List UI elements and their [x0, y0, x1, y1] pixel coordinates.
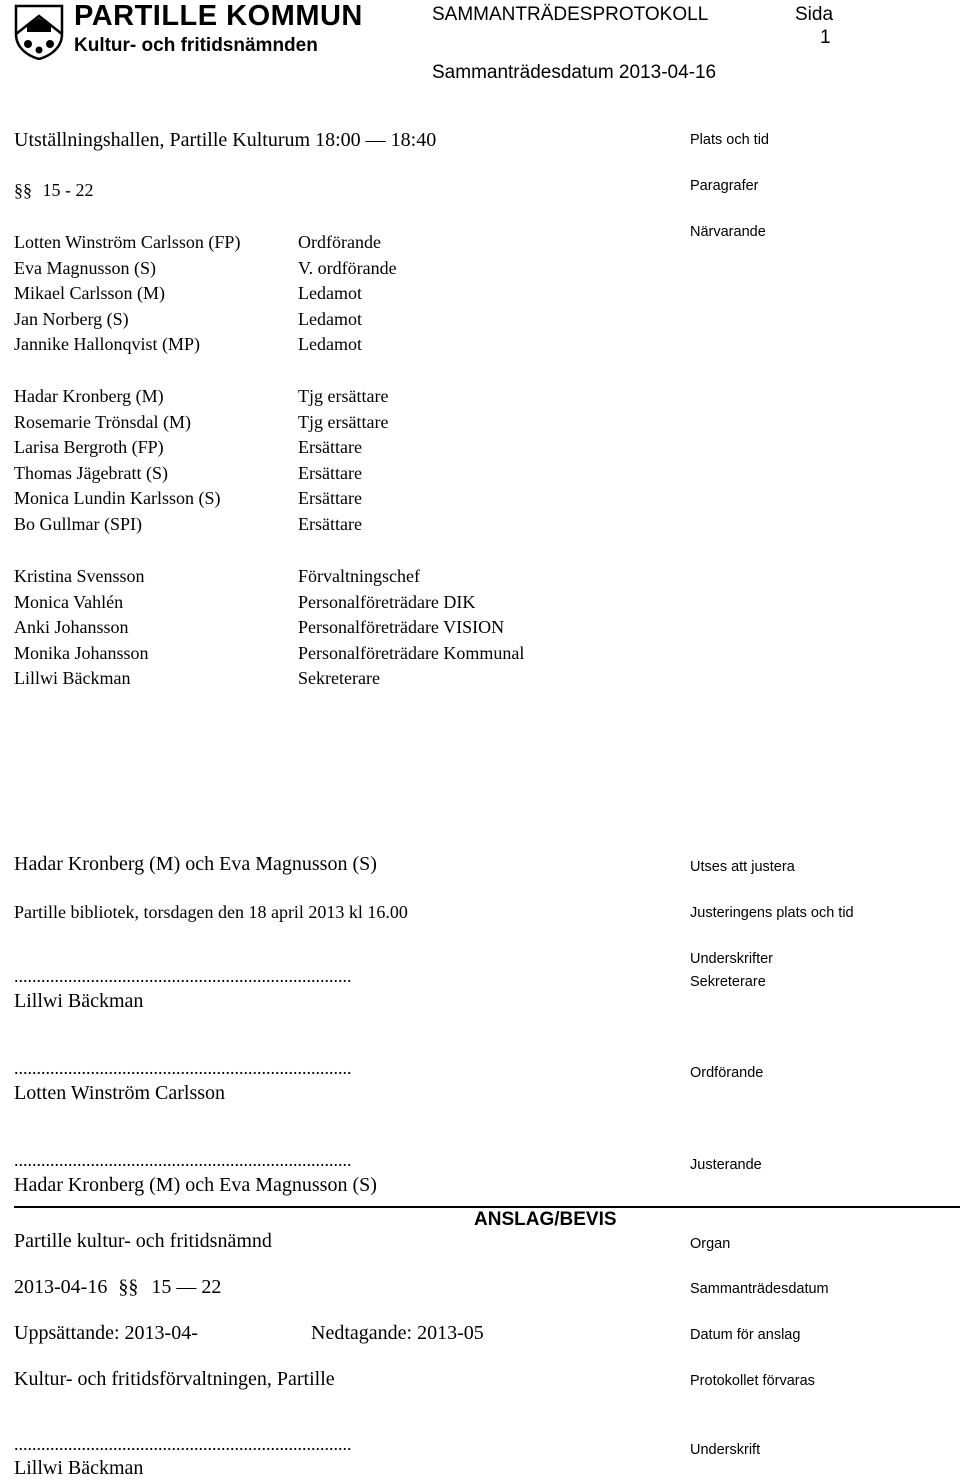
others-names: [14, 564, 149, 692]
substitute-name: Hadar Kronberg (M): [14, 386, 164, 406]
notice-storage-label: Protokollet förvaras: [690, 1373, 815, 1389]
other-role: Personalföreträdare DIK: [298, 591, 476, 612]
signature-line-secretary: ...........................................................................: [14, 966, 352, 986]
notice-divider: [14, 1206, 960, 1208]
appointed-adjusters-label: Utses att justera: [690, 859, 795, 875]
page-label: Sida: [795, 4, 834, 25]
member-name: Lotten Winström Carlsson (FP): [14, 232, 241, 252]
document-type: SAMMANTRÄDESPROTOKOLL: [432, 4, 709, 25]
substitute-role: Ersättare: [298, 488, 362, 509]
other-role: Förvaltningschef: [298, 566, 420, 586]
paragraphs-row: [14, 178, 94, 204]
substitute-role: Tjg ersättare: [298, 386, 389, 406]
notice-posted: Uppsättande: 2013-04-: [14, 1322, 198, 1344]
notice-date-row: [14, 1276, 221, 1299]
other-role: Personalföreträdare Kommunal: [298, 642, 525, 663]
notice-paragraph-symbol: §§: [118, 1276, 139, 1298]
other-name: Lillwi Bäckman: [14, 668, 131, 689]
notice-organ: Partille kultur- och fritidsnämnd: [14, 1230, 272, 1252]
substitute-role: Tjg ersättare: [298, 411, 389, 432]
member-name: Jan Norberg (S): [14, 308, 129, 329]
notice-signer-name: Lillwi Bäckman: [14, 1457, 144, 1479]
secretary-role: Sekreterare: [690, 974, 766, 990]
notice-signature-label: Underskrift: [690, 1442, 761, 1458]
notice-organ-label: Organ: [690, 1236, 731, 1252]
substitute-name: Larisa Bergroth (FP): [14, 437, 164, 458]
signature-line-adjuster: ...........................................................................: [14, 1150, 352, 1170]
member-role: Ordförande: [298, 232, 381, 252]
substitute-role: Ersättare: [298, 437, 362, 458]
other-role: Sekreterare: [298, 668, 380, 689]
paragraphs-label: Paragrafer: [690, 178, 759, 194]
adjuster-role: Justerande: [690, 1157, 762, 1173]
appointed-adjusters: Hadar Kronberg (M) och Eva Magnusson (S): [14, 853, 377, 875]
member-role: V. ordförande: [298, 257, 397, 278]
other-name: Anki Johansson: [14, 617, 129, 638]
org-subtitle: Kultur- och fritidsnämnden: [74, 35, 318, 56]
substitute-name: Thomas Jägebratt (S): [14, 462, 168, 483]
members-roles: [298, 230, 397, 358]
signature-line-chair: ...........................................................................: [14, 1058, 352, 1078]
chair-name: Lotten Winström Carlsson: [14, 1082, 226, 1104]
member-role: Ledamot: [298, 308, 362, 329]
place-and-time-label: Plats och tid: [690, 132, 769, 148]
members-names: [14, 230, 240, 358]
member-name: Jannike Hallonqvist (MP): [14, 334, 200, 355]
coat-of-arms-logo: [14, 4, 64, 60]
substitute-name: Rosemarie Trönsdal (M): [14, 411, 191, 432]
substitute-name: Bo Gullmar (SPI): [14, 513, 142, 534]
substitute-role: Ersättare: [298, 462, 362, 483]
paragraphs-range: 15 - 22: [42, 180, 94, 200]
notice-meeting-date: 2013-04-16: [14, 1276, 108, 1298]
member-role: Ledamot: [298, 283, 362, 304]
other-name: Monika Johansson: [14, 642, 149, 663]
member-name: Mikael Carlsson (M): [14, 283, 165, 304]
present-label: Närvarande: [690, 224, 766, 240]
other-name: Kristina Svensson: [14, 566, 145, 586]
others-roles: [298, 564, 524, 692]
substitutes-names: [14, 384, 220, 538]
adjustment-place-time-label: Justeringens plats och tid: [690, 905, 854, 921]
member-name: Eva Magnusson (S): [14, 257, 156, 278]
secretary-name: Lillwi Bäckman: [14, 990, 144, 1012]
member-role: Ledamot: [298, 334, 362, 355]
notice-storage: Kultur- och fritidsförvaltningen, Partille: [14, 1368, 335, 1390]
adjuster-names: Hadar Kronberg (M) och Eva Magnusson (S): [14, 1174, 377, 1196]
signatures-label: Underskrifter: [690, 951, 773, 967]
chair-role: Ordförande: [690, 1065, 764, 1081]
adjustment-place-time: Partille bibliotek, torsdagen den 18 april 2013 kl 16.00: [14, 902, 408, 922]
substitute-role: Ersättare: [298, 513, 362, 534]
notice-posted-label: Datum för anslag: [690, 1327, 801, 1343]
paragraph-symbol: §§: [14, 180, 32, 200]
notice-removed: Nedtagande: 2013-05: [311, 1322, 484, 1344]
other-name: Monica Vahlén: [14, 591, 124, 612]
place-and-time: Utställningshallen, Partille Kulturum 18:00 — 18:40: [14, 129, 437, 151]
notice-title: ANSLAG/BEVIS: [474, 1209, 617, 1230]
substitutes-roles: [298, 384, 388, 538]
notice-date-label: Sammanträdesdatum: [690, 1281, 829, 1297]
other-role: Personalföreträdare VISION: [298, 617, 505, 638]
substitute-name: Monica Lundin Karlsson (S): [14, 488, 221, 509]
page-number: 1: [820, 27, 831, 48]
meeting-date-header: Sammanträdesdatum 2013-04-16: [432, 62, 717, 83]
org-name: PARTILLE KOMMUN: [74, 0, 363, 32]
notice-signature-line: ...........................................................................: [14, 1434, 352, 1454]
notice-paragraphs: 15 — 22: [151, 1276, 222, 1298]
